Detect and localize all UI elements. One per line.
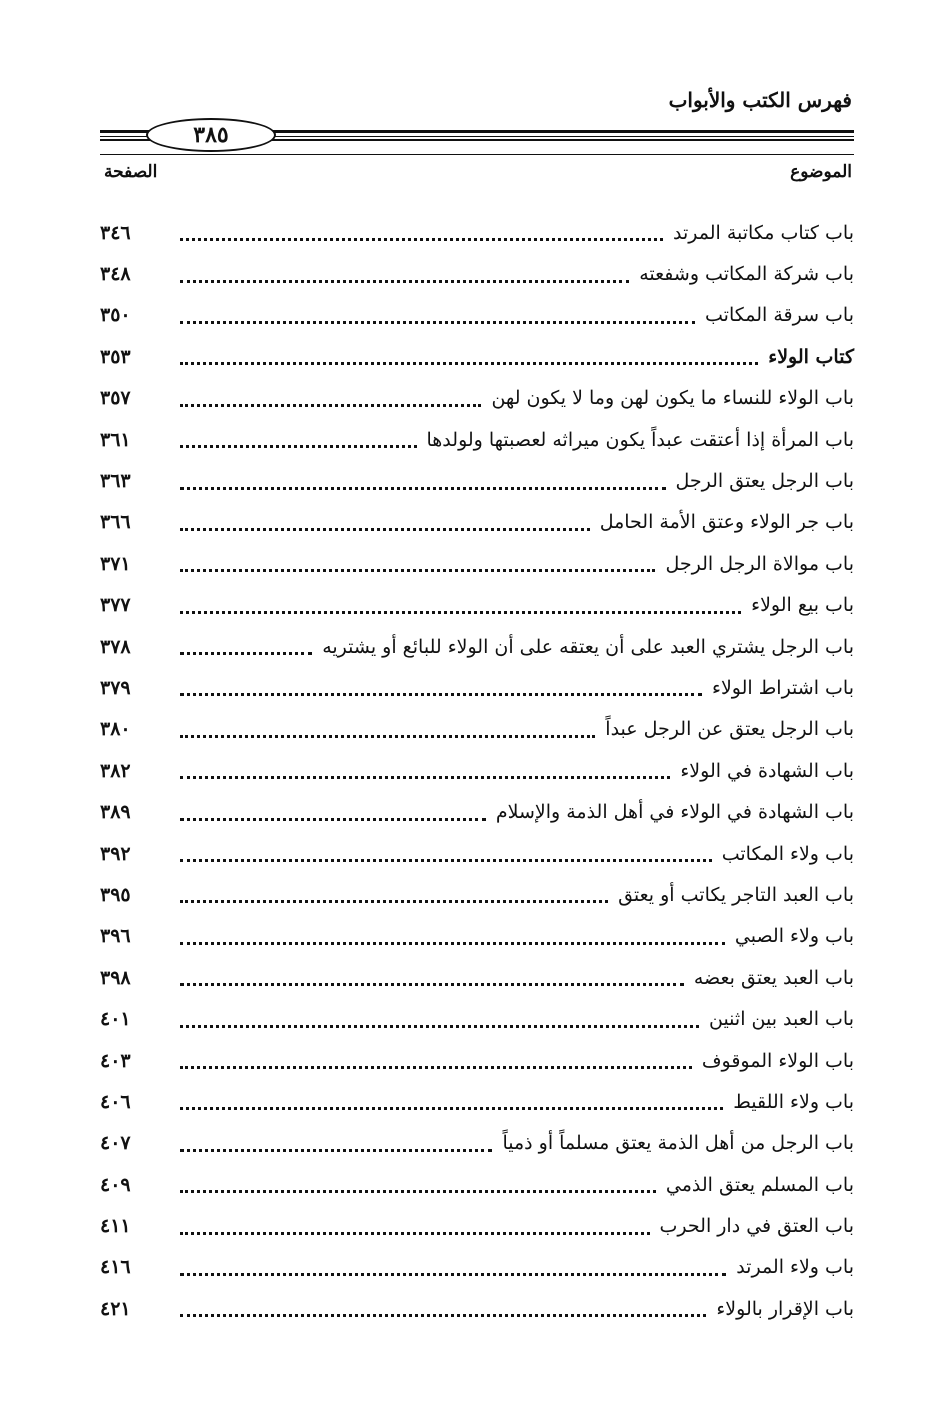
dot-leader [180, 465, 666, 490]
dot-leader [180, 382, 481, 407]
toc-row [100, 916, 854, 957]
dot-leader [180, 754, 670, 779]
toc-page-number: ٤٠٧ [100, 1132, 131, 1155]
toc-row [100, 585, 854, 626]
toc-row [100, 791, 854, 832]
dot-leader [180, 1251, 726, 1276]
toc-entry-title: باب المسلم يعتق الذمي [665, 1173, 854, 1196]
toc-row [100, 460, 854, 501]
dot-leader [180, 1003, 699, 1028]
dot-leader [180, 216, 663, 241]
toc-page-number: ٣٦١ [100, 428, 131, 451]
toc-row [100, 253, 854, 294]
toc-entry-title: باب الولاء للنساء ما يكون لهن وما لا يكون لهن [491, 387, 854, 410]
toc-page-number: ٣٨٩ [100, 801, 131, 824]
toc-page-number: ٣٩٢ [100, 842, 131, 865]
dot-leader [180, 547, 655, 572]
toc-page-number: ٣٧٧ [100, 594, 131, 617]
toc-row [100, 1288, 854, 1329]
toc-row [100, 1247, 854, 1288]
toc-section-row [100, 336, 854, 377]
dot-leader [180, 258, 629, 283]
dot-leader [180, 1292, 706, 1317]
dot-leader [180, 713, 595, 738]
dot-leader [180, 1085, 723, 1110]
toc-row [100, 502, 854, 543]
toc-page-number: ٤١٦ [100, 1256, 131, 1279]
toc-entry-title: باب ولاء المرتد [736, 1256, 854, 1279]
toc-page-number: ٣٦٣ [100, 470, 131, 493]
toc-page-number: ٤٢١ [100, 1297, 131, 1320]
toc-page-number: ٣٨٠ [100, 718, 131, 741]
dot-leader [180, 961, 684, 986]
toc-page-number: ٣٤٨ [100, 263, 131, 286]
dot-leader [180, 423, 417, 448]
toc-row [100, 874, 854, 915]
toc-entry-title: باب اشتراط الولاء [712, 676, 854, 699]
toc-entry-title: باب الرجل يشتري العبد على أن يعتقه على أن الولاء للبائع أو يشتريه [322, 635, 854, 658]
toc-row [100, 998, 854, 1039]
dot-leader [180, 837, 712, 862]
dot-leader [180, 589, 741, 614]
toc-page-number: ٤٠٦ [100, 1090, 131, 1113]
toc-entry-title: باب العبد يعتق بعضه [693, 966, 854, 989]
toc-page-number: ٣٨٢ [100, 759, 131, 782]
dot-leader [180, 1210, 650, 1235]
toc-entry-title: باب الشهادة في الولاء في أهل الذمة والإسلام [495, 801, 854, 824]
toc-row [100, 543, 854, 584]
toc-row [100, 212, 854, 253]
toc-entry-title: باب العبد بين اثنين [708, 1008, 854, 1031]
toc-row [100, 419, 854, 460]
dot-leader [180, 1168, 656, 1193]
dot-leader [180, 299, 695, 324]
toc-page-number: ٣٦٦ [100, 511, 131, 534]
toc-page-number: ٣٩٨ [100, 966, 131, 989]
table-of-contents [100, 212, 854, 1330]
toc-page-number: ٣٥٣ [100, 345, 131, 368]
toc-row [100, 709, 854, 750]
running-title: فهرس الكتب والأبواب [668, 88, 852, 112]
dot-leader [180, 878, 608, 903]
toc-entry-title: باب المرأة إذا أعتقت عبداً يكون ميراثه لعصبتها ولولدها [426, 428, 854, 451]
dot-leader [180, 671, 702, 696]
toc-row [100, 626, 854, 667]
toc-page-number: ٣٤٦ [100, 221, 131, 244]
dot-leader [180, 920, 725, 945]
toc-row [100, 667, 854, 708]
toc-entry-title: باب موالاة الرجل الرجل [665, 552, 854, 575]
toc-row [100, 750, 854, 791]
toc-row [100, 1205, 854, 1246]
toc-row [100, 378, 854, 419]
toc-row [100, 1081, 854, 1122]
dot-leader [180, 506, 590, 531]
dot-leader [180, 630, 312, 655]
toc-entry-title: باب الرجل يعتق عن الرجل عبداً [605, 718, 854, 741]
toc-row [100, 1164, 854, 1205]
toc-page-number: ٣٧١ [100, 552, 131, 575]
toc-entry-title: باب ولاء اللقيط [733, 1090, 854, 1113]
dot-leader [180, 1127, 492, 1152]
page-number: ٣٨٥ [193, 122, 229, 148]
toc-page-number: ٣٥٧ [100, 387, 131, 410]
toc-page-number: ٣٩٥ [100, 883, 131, 906]
toc-page-number: ٤٠١ [100, 1008, 131, 1031]
toc-page-number: ٣٥٠ [100, 304, 131, 327]
toc-entry-title: باب الإقرار بالولاء [716, 1297, 854, 1320]
column-header-topic: الموضوع [790, 162, 852, 182]
toc-entry-title: باب جر الولاء وعتق الأمة الحامل [599, 511, 854, 534]
toc-entry-title: باب كتاب مكاتبة المرتد [672, 221, 854, 244]
toc-entry-title: باب الرجل من أهل الذمة يعتق مسلماً أو ذمياً [502, 1132, 854, 1155]
toc-page-number: ٤٠٩ [100, 1173, 131, 1196]
toc-page-number: ٤١١ [100, 1215, 131, 1238]
toc-page-number: ٣٩٦ [100, 925, 131, 948]
dot-leader [180, 796, 486, 821]
toc-entry-title: باب الرجل يعتق الرجل [675, 470, 854, 493]
toc-row [100, 295, 854, 336]
dot-leader [180, 340, 758, 365]
toc-entry-title: باب العتق في دار الحرب [659, 1215, 854, 1238]
toc-page-number: ٤٠٣ [100, 1049, 131, 1072]
toc-entry-title: باب سرقة المكاتب [705, 304, 854, 327]
column-header-page: الصفحة [104, 162, 158, 182]
toc-entry-title: باب الشهادة في الولاء [680, 759, 854, 782]
toc-entry-title: باب ولاء الصبي [734, 925, 854, 948]
header-rule-group [100, 118, 854, 148]
dot-leader [180, 1044, 692, 1069]
toc-row [100, 1040, 854, 1081]
toc-page-number: ٣٧٩ [100, 676, 131, 699]
toc-row [100, 957, 854, 998]
toc-section-title: كتاب الولاء [768, 345, 854, 368]
toc-entry-title: باب شركة المكاتب وشفعته [639, 263, 854, 286]
toc-entry-title: باب العبد التاجر يكاتب أو يعتق [618, 883, 854, 906]
toc-entry-title: باب الولاء الموقوف [701, 1049, 854, 1072]
toc-row [100, 833, 854, 874]
toc-entry-title: باب ولاء المكاتب [721, 842, 854, 865]
toc-entry-title: باب بيع الولاء [751, 594, 854, 617]
toc-page-number: ٣٧٨ [100, 635, 131, 658]
page-number-badge [146, 118, 276, 152]
toc-row [100, 1123, 854, 1164]
column-header-rule [100, 154, 854, 155]
